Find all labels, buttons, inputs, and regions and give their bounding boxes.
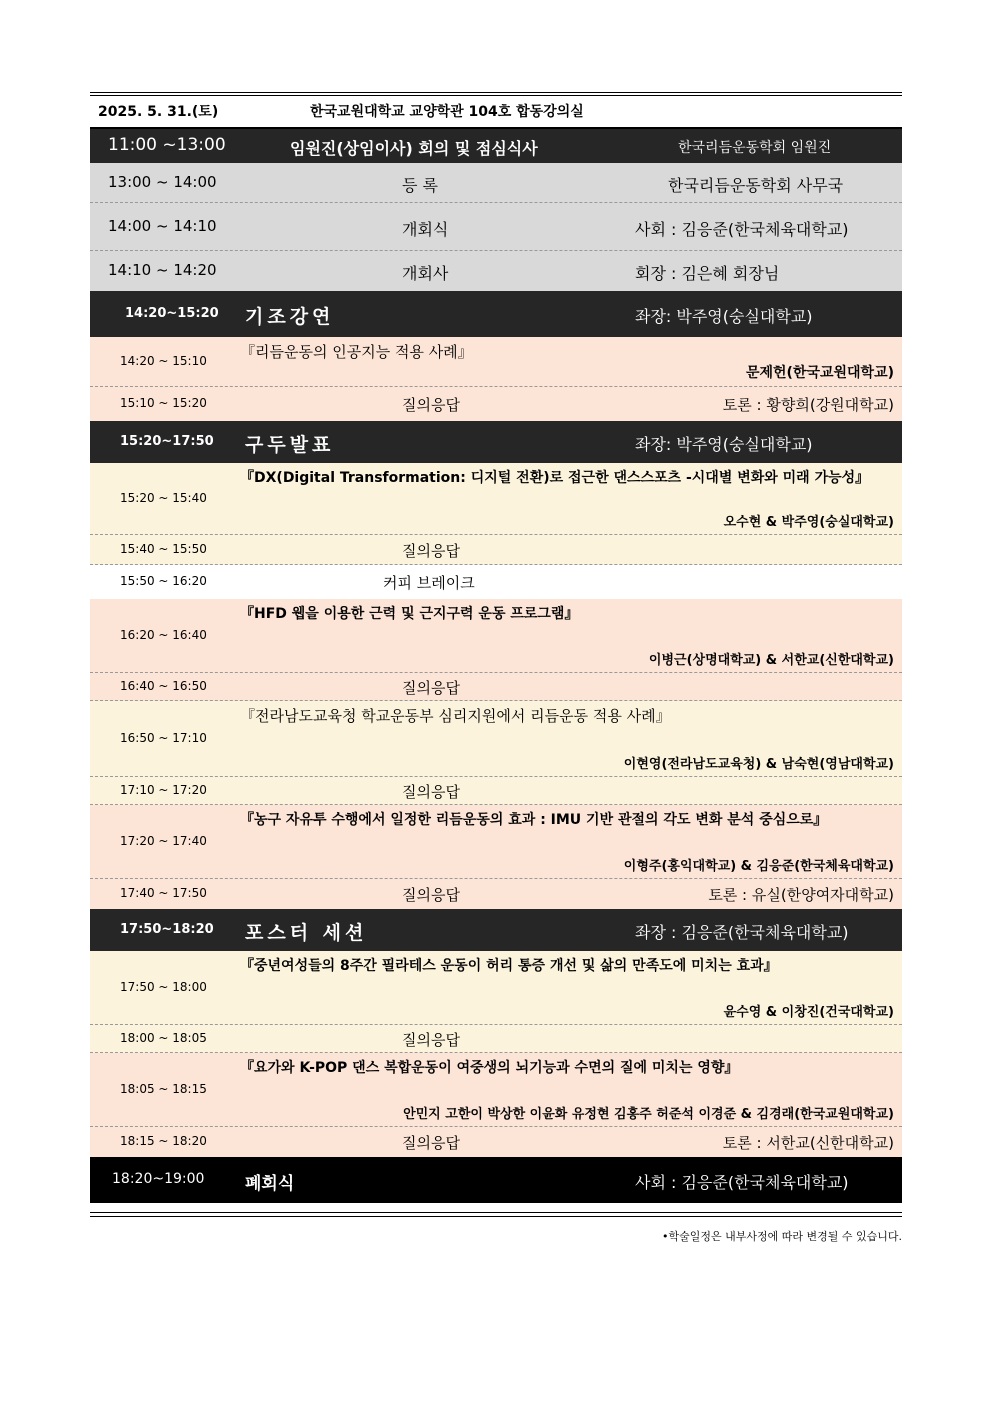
row-author: 이형주(홍익대학교) & 김응준(한국체육대학교) <box>623 859 894 874</box>
schedule-row <box>90 163 902 203</box>
row-author: 이현영(전라남도교육청) & 남숙현(영남대학교) <box>623 757 894 772</box>
row-title: 임원진(상임이사) 회의 및 점심식사 <box>290 139 538 158</box>
schedule-row <box>90 805 902 879</box>
row-title: 포스터 세션 <box>245 922 368 944</box>
row-title: 폐회식 <box>245 1174 295 1194</box>
row-time: 14:00 ~ 14:10 <box>108 217 217 235</box>
row-title: 질의응답 <box>402 679 460 697</box>
row-time: 17:40 ~ 17:50 <box>120 886 207 900</box>
schedule-row <box>90 1053 902 1127</box>
row-author: 이병근(상명대학교) & 서한교(신한대학교) <box>648 653 894 668</box>
schedule-row <box>90 337 902 387</box>
row-title: 개회사 <box>402 264 449 283</box>
row-right-text: 좌장: 박주영(숭실대학교) <box>635 307 813 326</box>
row-title: 커피 브레이크 <box>383 574 475 592</box>
row-time: 18:20~19:00 <box>112 1171 205 1187</box>
schedule-row <box>90 1127 902 1157</box>
row-time: 14:10 ~ 14:20 <box>108 261 217 279</box>
row-author: 윤수영 & 이창진(건국대학교) <box>723 1005 894 1020</box>
row-title: 기조강연 <box>245 306 335 328</box>
row-time: 17:50~18:20 <box>120 922 214 937</box>
schedule-row <box>90 421 902 463</box>
row-right-text: 한국리듬운동학회 임원진 <box>678 140 832 156</box>
row-time: 15:50 ~ 16:20 <box>120 574 207 588</box>
row-time: 11:00 ~13:00 <box>108 135 226 155</box>
schedule-row <box>90 387 902 421</box>
schedule-row <box>90 535 902 565</box>
schedule-row <box>90 129 902 163</box>
row-time: 17:10 ~ 17:20 <box>120 783 207 797</box>
row-time: 16:50 ~ 17:10 <box>120 731 207 745</box>
row-time: 18:00 ~ 18:05 <box>120 1031 207 1045</box>
footnote: •학술일정은 내부사정에 따라 변경될 수 있습니다. <box>662 1230 902 1243</box>
row-title: 개회식 <box>402 220 449 239</box>
row-time: 15:20 ~ 15:40 <box>120 491 207 505</box>
row-title: 등 록 <box>402 176 438 195</box>
schedule-row <box>90 251 902 291</box>
row-author: 문제헌(한국교원대학교) <box>745 365 894 381</box>
schedule-row <box>90 463 902 535</box>
row-time: 16:20 ~ 16:40 <box>120 628 207 642</box>
row-title: 질의응답 <box>402 886 460 904</box>
row-time: 16:40 ~ 16:50 <box>120 679 207 693</box>
row-title: 『DX(Digital Transformation: 디지털 전환)로 접근한 댄스스포츠 -시대별 변화와 미래 가능성』 <box>240 470 870 486</box>
schedule-row <box>90 565 902 599</box>
event-venue: 한국교원대학교 교양학관 104호 합동강의실 <box>310 104 584 120</box>
row-right-text: 좌장: 박주영(숭실대학교) <box>635 435 813 454</box>
row-title: 『요가와 K-POP 댄스 복합운동이 여중생의 뇌기능과 수면의 질에 미치는 영향』 <box>240 1060 739 1076</box>
bottom-rule-1 <box>90 1212 902 1213</box>
row-author: 오수현 & 박주영(숭실대학교) <box>723 515 894 530</box>
row-time: 14:20~15:20 <box>125 306 219 321</box>
row-time: 18:05 ~ 18:15 <box>120 1082 207 1096</box>
schedule-row <box>90 777 902 805</box>
row-time: 17:20 ~ 17:40 <box>120 834 207 848</box>
schedule-row <box>90 203 902 251</box>
row-right-text: 토론 : 서한교(신한대학교) <box>722 1134 894 1152</box>
schedule-row <box>90 879 902 909</box>
row-time: 18:15 ~ 18:20 <box>120 1134 207 1148</box>
row-right-text: 토론 : 유실(한양여자대학교) <box>708 886 894 904</box>
event-date: 2025. 5. 31.(토) <box>98 104 219 120</box>
row-title: 『농구 자유투 수행에서 일정한 리듬운동의 효과 : IMU 기반 관절의 각도 변화 분석 중심으로』 <box>240 812 828 828</box>
row-title: 구두발표 <box>245 434 335 456</box>
row-title: 『HFD 웹을 이용한 근력 및 근지구력 운동 프로그램』 <box>240 606 579 622</box>
row-title: 질의응답 <box>402 1134 460 1152</box>
row-time: 15:40 ~ 15:50 <box>120 542 207 556</box>
row-right-text: 한국리듬운동학회 사무국 <box>668 176 844 195</box>
schedule-header <box>90 95 902 127</box>
row-title: 『리듬운동의 인공지능 적용 사례』 <box>240 343 473 361</box>
row-title: 질의응답 <box>402 783 460 801</box>
row-title: 『전라남도교육청 학교운동부 심리지원에서 리듬운동 적용 사례』 <box>240 707 671 725</box>
bottom-rule-2 <box>90 1216 902 1217</box>
row-title: 질의응답 <box>402 542 460 560</box>
schedule-row <box>90 673 902 701</box>
row-title: 『중년여성들의 8주간 필라테스 운동이 허리 통증 개선 및 삶의 만족도에 미치는 효과』 <box>240 958 778 974</box>
top-rule-1 <box>90 92 902 93</box>
row-time: 17:50 ~ 18:00 <box>120 980 207 994</box>
schedule-row <box>90 599 902 673</box>
schedule-table <box>90 129 902 1203</box>
schedule-row <box>90 291 902 337</box>
row-time: 14:20 ~ 15:10 <box>120 354 207 368</box>
row-right-text: 사회 : 김응준(한국체육대학교) <box>635 220 849 239</box>
row-right-text: 회장 : 김은혜 회장님 <box>635 264 780 283</box>
row-right-text: 좌장 : 김응준(한국체육대학교) <box>635 923 849 942</box>
schedule-row <box>90 951 902 1025</box>
row-title: 질의응답 <box>402 1031 460 1049</box>
row-title: 질의응답 <box>402 396 460 414</box>
schedule-row <box>90 701 902 777</box>
row-time: 13:00 ~ 14:00 <box>108 173 217 191</box>
row-right-text: 토론 : 황향희(강원대학교) <box>722 396 894 414</box>
row-right-text: 사회 : 김응준(한국체육대학교) <box>635 1173 849 1192</box>
row-author: 안민지 고한이 박상한 이윤화 유정현 김홍주 허준석 이경준 & 김경래(한국교원대학교) <box>403 1107 894 1122</box>
schedule-row <box>90 909 902 951</box>
schedule-row <box>90 1157 902 1203</box>
row-time: 15:20~17:50 <box>120 434 214 449</box>
row-time: 15:10 ~ 15:20 <box>120 396 207 410</box>
schedule-row <box>90 1025 902 1053</box>
